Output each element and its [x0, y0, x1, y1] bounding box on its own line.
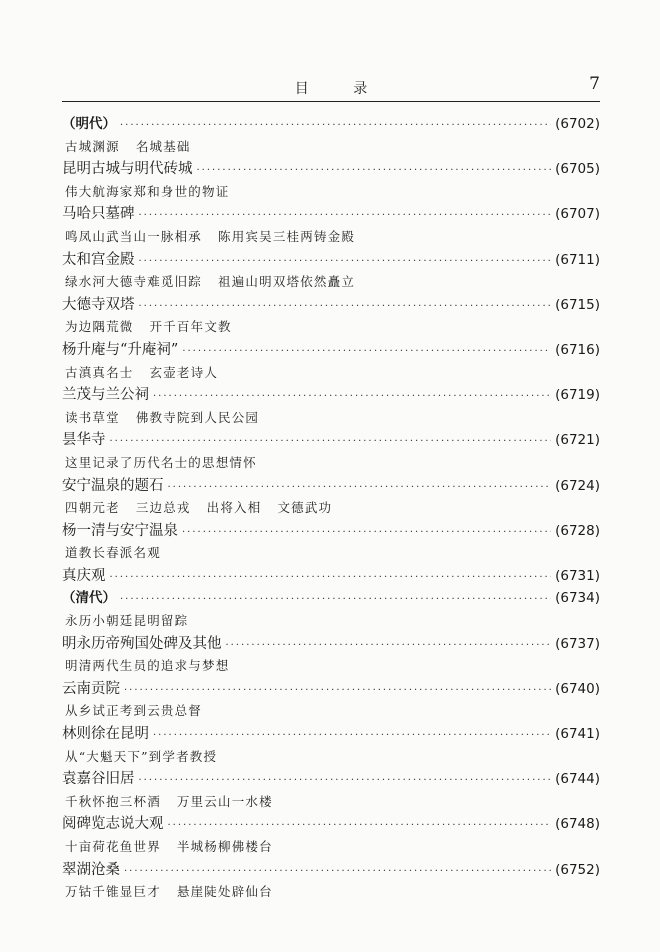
dot-leader: [168, 477, 552, 498]
toc-subtitle: [62, 226, 600, 249]
dot-leader: [139, 296, 552, 317]
toc-entry-page: (6719): [555, 387, 600, 404]
toc-subtitle-phrase: 为边隅荒微: [65, 319, 134, 335]
toc-entry: [62, 249, 600, 272]
header-rule: [62, 101, 600, 102]
toc-entry-page: (6740): [555, 680, 600, 697]
toc-entry-title: 明永历帝殉国处碑及其他: [62, 635, 222, 652]
toc-entry-page: (6711): [555, 251, 600, 268]
toc-subtitle-phrase: 半城杨柳佛楼台: [176, 839, 273, 854]
toc-subtitle-phrase: 十亩荷花鱼世界: [65, 839, 161, 854]
dot-leader: [124, 861, 551, 882]
dot-leader: [197, 160, 552, 181]
toc-entry: [62, 723, 600, 746]
toc-subtitle: [62, 497, 600, 520]
toc-subtitle-phrase: 文德武功: [277, 500, 333, 516]
toc-entry: [62, 429, 600, 452]
table-of-contents: [62, 113, 600, 904]
dot-leader: [120, 115, 551, 136]
toc-entry: [62, 813, 600, 836]
toc-subtitle-phrase: 玄壶老诗人: [149, 364, 219, 380]
toc-entry-page: (6702): [555, 116, 600, 132]
toc-subtitle-phrase: 鸣凤山武当山一脉相承: [65, 228, 203, 244]
toc-entry-title: 杨一清与安宁温泉: [62, 522, 178, 539]
toc-entry: [62, 768, 600, 791]
toc-subtitle: [62, 181, 600, 204]
toc-entry-page: (6705): [555, 161, 600, 178]
toc-entry-page: (6752): [555, 861, 600, 878]
toc-entry-page: (6748): [555, 816, 600, 833]
toc-subtitle-phrase: 佛教寺院到人民公园: [135, 409, 260, 425]
toc-subtitle: [62, 836, 600, 859]
toc-entry-page: (6734): [555, 590, 600, 607]
toc-subtitle-phrase: 万钴千锥显巨才: [65, 884, 161, 900]
toc-subtitle-phrase: 千秋怀抱三杯酒: [65, 793, 161, 809]
toc-subtitle-phrase: 万里云山一水楼: [176, 793, 273, 809]
toc-entry: [62, 859, 600, 882]
toc-entry-page: (6716): [555, 341, 600, 358]
toc-entry-title: 昆明古城与明代砖城: [62, 161, 193, 178]
toc-entry-title: （清代）: [62, 590, 116, 607]
toc-subtitle: [62, 316, 600, 339]
toc-entry: [62, 339, 600, 362]
toc-entry-page: (6737): [555, 635, 600, 652]
dot-leader: [182, 341, 551, 362]
toc-entry-page: (6707): [555, 206, 600, 223]
dot-leader: [168, 815, 552, 836]
toc-entry-title: 云南贡院: [62, 680, 120, 697]
toc-entry-title: （明代）: [62, 116, 116, 132]
toc-entry: [62, 633, 600, 656]
toc-subtitle: [62, 407, 600, 430]
toc-entry-title: 昙华寺: [62, 432, 106, 449]
toc-subtitle: [62, 610, 600, 633]
toc-subtitle: [62, 136, 600, 159]
toc-subtitle-phrase: 出将入相: [206, 500, 262, 516]
toc-subtitle-phrase: 伟大航海家郑和身世的物证: [65, 183, 230, 199]
toc-section-heading: [62, 587, 600, 610]
toc-subtitle: [62, 542, 600, 565]
toc-subtitle-phrase: 绿水河大德寺难觅旧踪: [65, 274, 203, 290]
toc-entry-page: (6724): [555, 477, 600, 494]
toc-entry: [62, 475, 600, 498]
toc-subtitle-phrase: 古城渊源: [65, 138, 120, 154]
page-number: 7: [589, 74, 600, 94]
toc-subtitle-phrase: 陈用宾吴三桂两铸金殿: [218, 228, 356, 244]
toc-entry-title: 林则徐在昆明: [62, 726, 149, 743]
toc-subtitle: [62, 746, 600, 769]
toc-subtitle-phrase: 这里记录了历代名士的思想情怀: [65, 454, 257, 470]
dot-leader: [182, 522, 551, 543]
toc-entry-title: 袁嘉谷旧居: [62, 771, 135, 788]
dot-leader: [124, 680, 551, 701]
toc-entry: [62, 384, 600, 407]
toc-entry-title: 阅碑览志说大观: [62, 816, 164, 833]
toc-entry: [62, 565, 600, 588]
toc-entry-page: (6731): [555, 567, 600, 584]
toc-subtitle-phrase: 永历小朝廷昆明留踪: [65, 613, 189, 629]
header-title: 目 录: [294, 81, 388, 97]
toc-entry-page: (6721): [555, 432, 600, 449]
toc-entry: [62, 158, 600, 181]
toc-subtitle-phrase: 四朝元老: [65, 500, 120, 516]
toc-subtitle-phrase: 从“大魁天下”到学者教授: [65, 748, 218, 764]
dot-leader: [139, 205, 552, 226]
dot-leader: [110, 431, 552, 452]
dot-leader: [120, 589, 551, 610]
toc-entry-title: 翠湖沧桑: [62, 861, 120, 878]
toc-entry-page: (6728): [555, 522, 600, 539]
toc-subtitle: [62, 271, 600, 294]
toc-subtitle-phrase: 祖遍山明双塔依然矗立: [218, 274, 356, 290]
toc-entry-title: 真庆观: [62, 567, 106, 584]
toc-subtitle-phrase: 从乡试正考到云贵总督: [65, 703, 203, 719]
toc-section-heading: [62, 113, 600, 136]
toc-entry-title: 杨升庵与“升庵祠”: [62, 341, 179, 358]
toc-subtitle: [62, 452, 600, 475]
toc-subtitle-phrase: 悬崖陡处辟仙台: [176, 884, 273, 900]
toc-subtitle-phrase: 读书草堂: [65, 409, 120, 425]
toc-entry-title: 兰茂与兰公祠: [62, 387, 149, 404]
toc-entry-title: 太和宫金殿: [62, 251, 135, 268]
page-header: [62, 74, 600, 100]
toc-subtitle-phrase: 古滇真名士: [65, 364, 134, 380]
toc-entry-page: (6715): [555, 296, 600, 313]
dot-leader: [153, 725, 551, 746]
toc-entry-page: (6744): [555, 771, 600, 788]
dot-leader: [139, 770, 552, 791]
toc-subtitle-phrase: 三边总戎: [135, 500, 191, 516]
toc-subtitle: [62, 881, 600, 904]
dot-leader: [153, 386, 551, 407]
toc-entry: [62, 678, 600, 701]
dot-leader: [226, 635, 552, 656]
toc-subtitle-phrase: 名城基础: [135, 138, 191, 154]
toc-entry: [62, 203, 600, 226]
toc-entry: [62, 294, 600, 317]
toc-entry-title: 大德寺双塔: [62, 296, 135, 313]
toc-subtitle-phrase: 道教长春派名观: [65, 545, 161, 561]
toc-subtitle-phrase: 开千百年文教: [149, 319, 232, 335]
dot-leader: [139, 251, 552, 272]
toc-entry-title: 安宁温泉的题石: [62, 477, 164, 494]
toc-entry-title: 马哈只墓碑: [62, 206, 135, 223]
toc-subtitle: [62, 362, 600, 385]
toc-subtitle: [62, 700, 600, 723]
toc-subtitle: [62, 655, 600, 678]
dot-leader: [110, 567, 552, 588]
toc-entry: [62, 520, 600, 543]
toc-subtitle-phrase: 明清两代生员的追求与梦想: [65, 658, 230, 674]
toc-entry-page: (6741): [555, 726, 600, 743]
toc-subtitle: [62, 791, 600, 814]
